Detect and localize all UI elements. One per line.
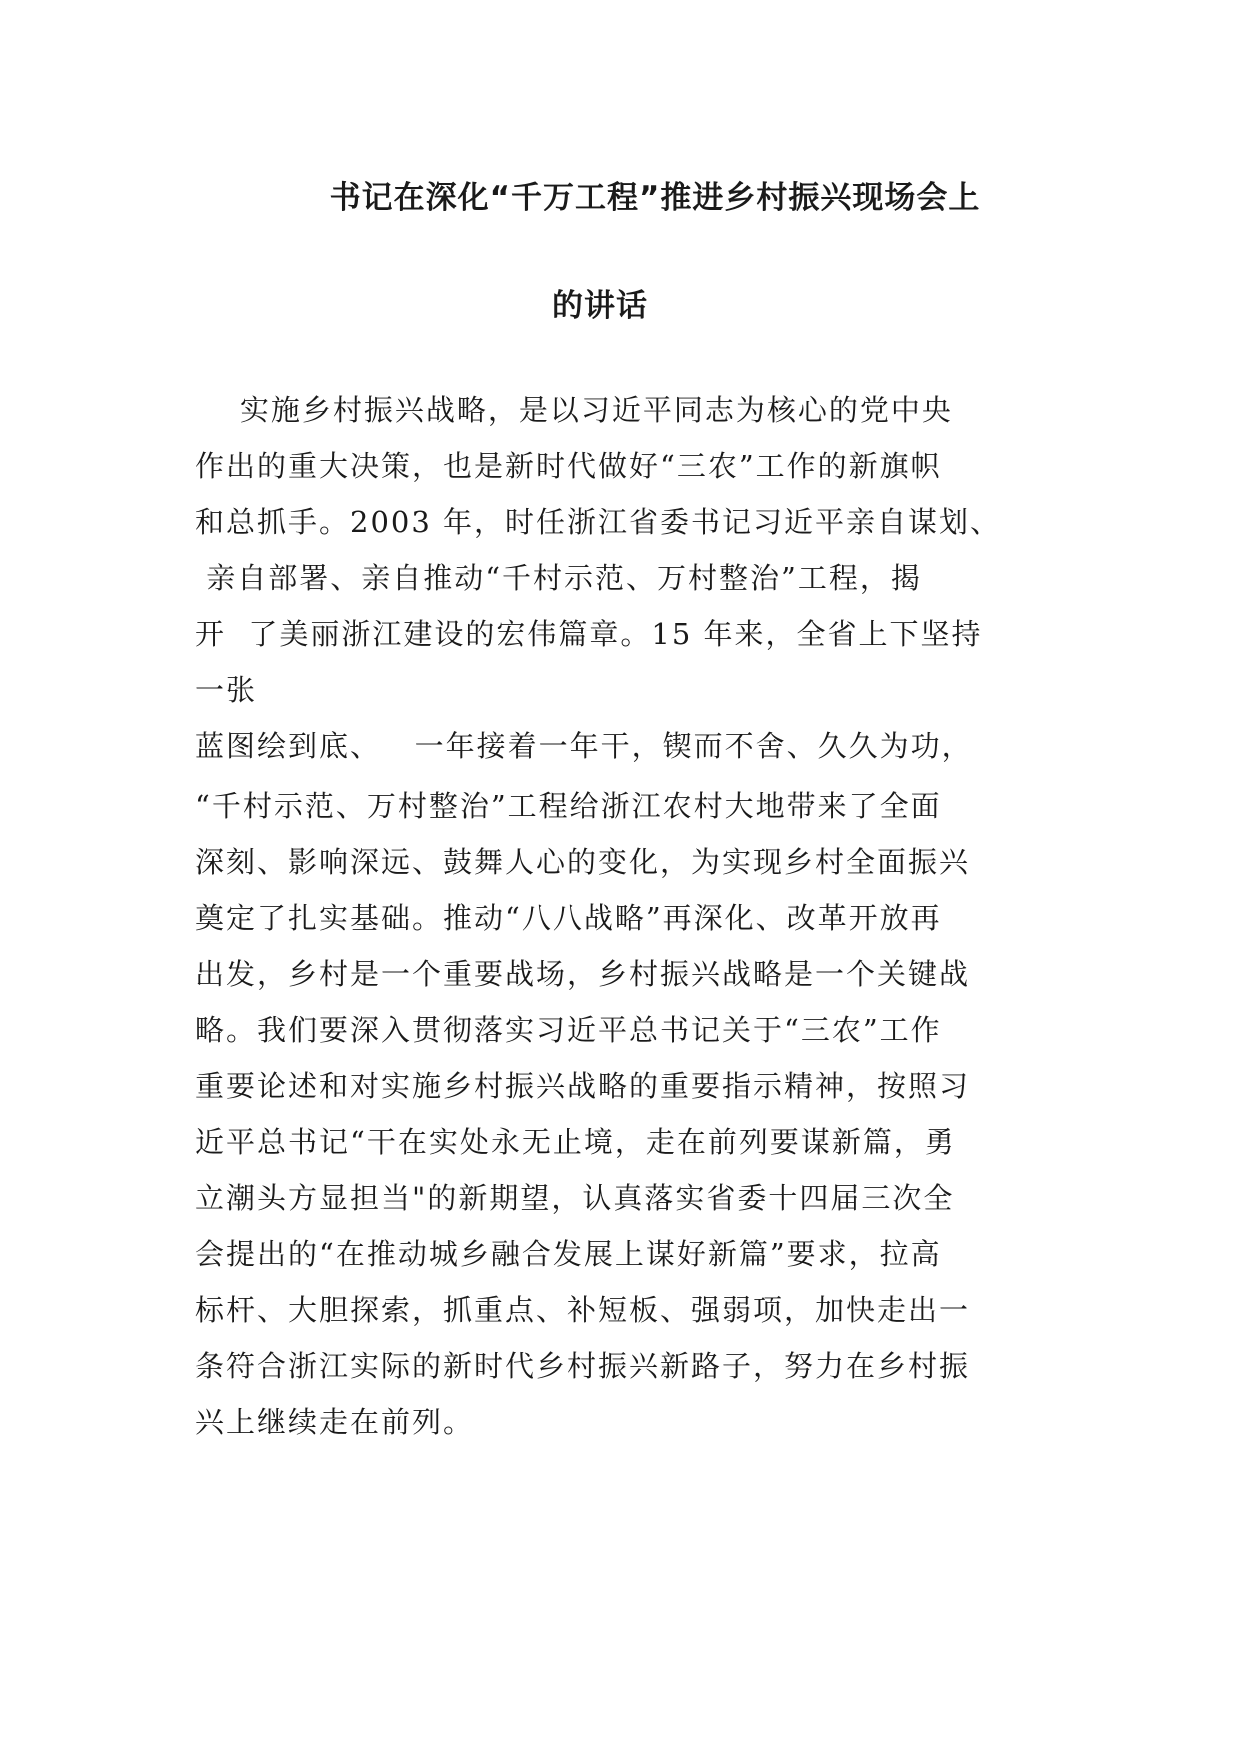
- body-line: 条符合浙江实际的新时代乡村振兴新路子，努力在乡村振: [195, 1349, 971, 1383]
- document-body: [195, 382, 1025, 1450]
- document-title-line-2: 的讲话: [552, 288, 648, 324]
- body-line: 近平总书记“干在实处永无止境，走在前列要谋新篇，勇: [195, 1125, 956, 1159]
- body-line: 深刻、影响深远、鼓舞人心的变化，为实现乡村全面振兴: [195, 845, 971, 879]
- body-line: 和总抓手。2003 年，时任浙江省委书记习近平亲自谋划、: [195, 505, 1002, 539]
- body-line: 实施乡村振兴战略，是以习近平同志为核心的党中央: [195, 393, 953, 427]
- body-line: 作出的重大决策，也是新时代做好“三农”工作的新旗帜: [195, 449, 942, 483]
- body-line: 会提出的“在推动城乡融合发展上谋好新篇”要求，拉高: [195, 1237, 942, 1271]
- document-title-line-1: 书记在深化“千万工程”推进乡村振兴现场会上: [329, 180, 981, 216]
- body-line: 立潮头方显担当"的新期望，认真落实省委十四届三次全: [195, 1181, 955, 1215]
- body-line: “千村示范、万村整治”工程给浙江农村大地带来了全面: [195, 789, 942, 823]
- body-line: 兴上继续走在前列。: [195, 1405, 475, 1439]
- body-line: 标杆、大胆探索，抓重点、补短板、强弱项，加快走出一: [195, 1293, 971, 1327]
- body-line: 奠定了扎实基础。推动“八八战略”再深化、改革开放再: [195, 901, 942, 935]
- body-line: 开 了美丽浙江建设的宏伟篇章。15 年来，全省上下坚持: [195, 617, 983, 651]
- body-line: 出发，乡村是一个重要战场，乡村振兴战略是一个关键战: [195, 957, 971, 991]
- body-line: 略。我们要深入贯彻落实习近平总书记关于“三农”工作: [195, 1013, 942, 1047]
- body-line: 重要论述和对实施乡村振兴战略的重要指示精神，按照习: [195, 1069, 971, 1103]
- body-line: 蓝图绘到底、 一年接着一年干，锲而不舍、久久为功，: [195, 729, 973, 763]
- body-line: 一张: [195, 673, 258, 707]
- body-line: 亲自部署、亲自推动“千村示范、万村整治”工程，揭: [195, 561, 922, 595]
